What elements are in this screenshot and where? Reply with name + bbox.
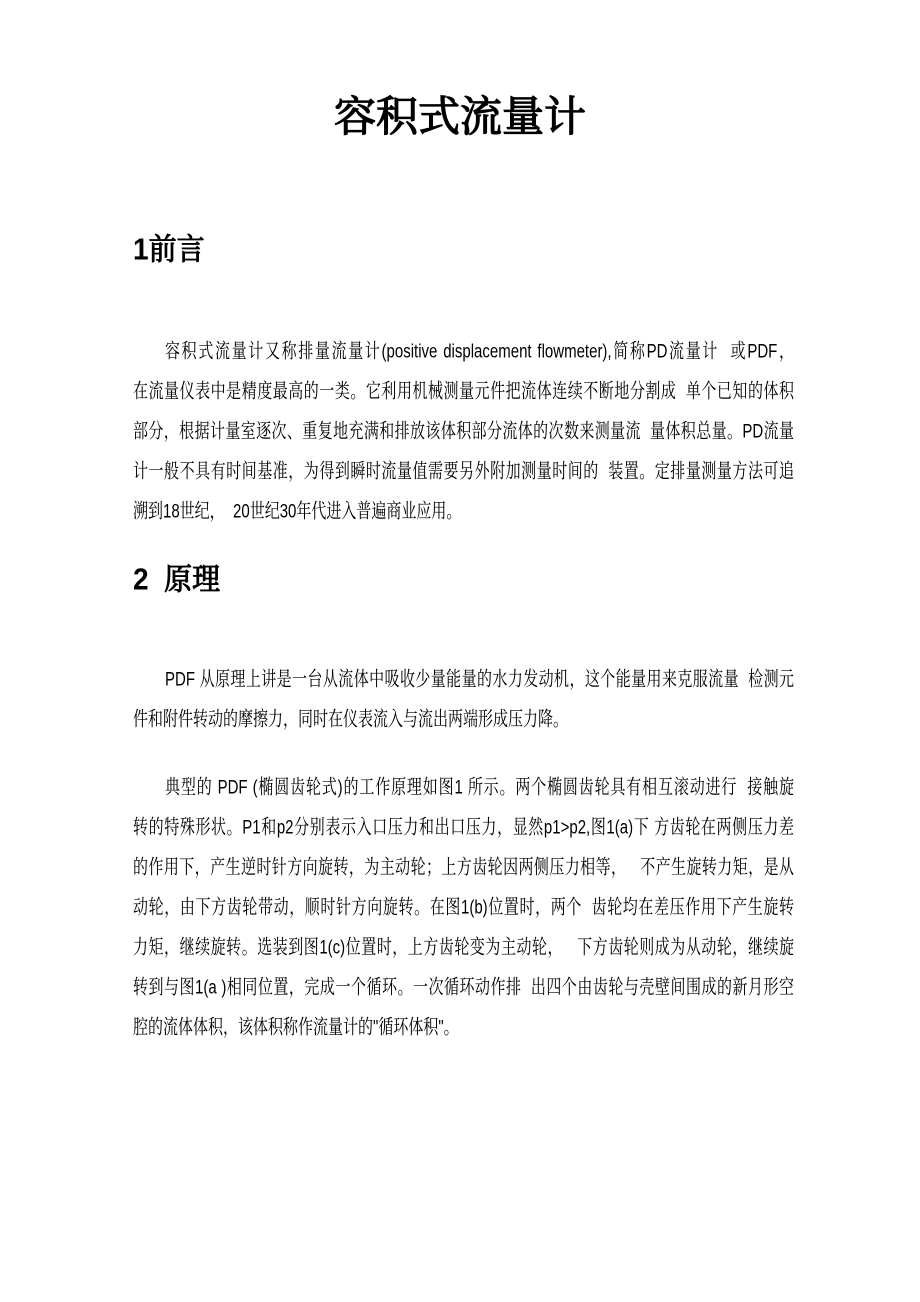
paragraph-line: 动轮，由下方齿轮带动，顺时针方向旋转。在图1(b)位置时，两个 齿轮均在差压作用下产生旋转 bbox=[133, 896, 794, 919]
document-title: 容积式流量计 bbox=[333, 93, 586, 140]
paragraph-line: 的作用下，产生逆时针方向旋转，为主动轮；上方齿轮因两侧压力相等， 不产生旋转力矩，是从 bbox=[133, 856, 794, 879]
paragraph-line: 力矩，继续旋转。选装到图1(c)位置时，上方齿轮变为主动轮， 下方齿轮则成为从动轮，继续旋 bbox=[133, 936, 794, 959]
paragraph-line: 转的特殊形状。P1和p2分别表示入口压力和出口压力，显然p1>p2,图1(a)下 方齿轮在两侧压力差 bbox=[133, 816, 794, 839]
paragraph-line: 部分，根据计量室逐次、重复地充满和排放该体积部分流体的次数来测量流 量体积总量。PD流量 bbox=[133, 420, 794, 443]
paragraph-line: PDF 从原理上讲是一台从流体中吸收少量能量的水力发动机，这个能量用来克服流量 检测元 bbox=[165, 668, 794, 691]
paragraph-line: 腔的流体体积，该体积称作流量计的"循环体积"。 bbox=[133, 1016, 459, 1039]
paragraph-line: 溯到18世纪， 20世纪30年代进入普遍商业应用。 bbox=[133, 500, 462, 523]
paragraph-line: 计一般不具有时间基准，为得到瞬时流量值需要另外附加测量时间的 装置。定排量测量方法可追 bbox=[133, 460, 794, 483]
paragraph-principle-detail bbox=[133, 768, 794, 1048]
paragraph-line: 件和附件转动的摩擦力，同时在仪表流入与流出两端形成压力降。 bbox=[133, 708, 569, 731]
paragraph-principle-intro bbox=[133, 660, 794, 740]
paragraph-foreword bbox=[133, 332, 794, 532]
paragraph-line: 转到与图1(a )相同位置，完成一个循环。一次循环动作排 出四个由齿轮与壳壁间围成的新月形空 bbox=[133, 976, 794, 999]
section-heading-foreword: 1前言 bbox=[133, 232, 205, 267]
paragraph-line: 容积式流量计又称排量流量计(positive displacement flowmeter),简称PD流量计 或PDF， bbox=[165, 340, 794, 363]
section-heading-principle: 2 原理 bbox=[133, 562, 221, 597]
paragraph-line: 在流量仪表中是精度最高的一类。它利用机械测量元件把流体连续不断地分割成 单个已知的体积 bbox=[133, 380, 794, 403]
paragraph-line: 典型的 PDF (椭圆齿轮式)的工作原理如图1 所示。两个椭圆齿轮具有相互滚动进行 接触旋 bbox=[165, 776, 794, 799]
